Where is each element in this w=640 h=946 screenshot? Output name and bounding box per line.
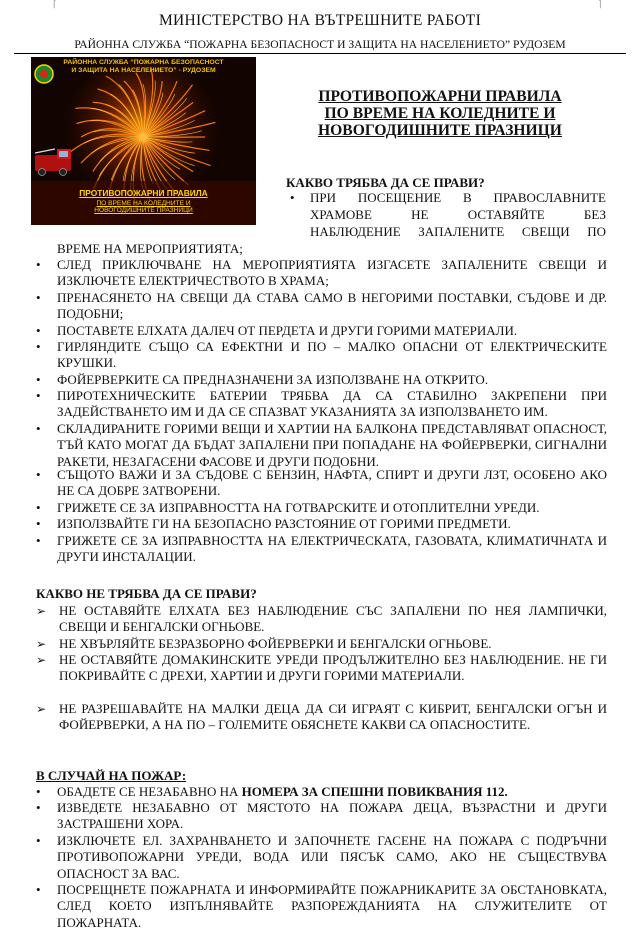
bullet-dot: • xyxy=(36,800,41,815)
bullet-dot: • xyxy=(36,339,41,354)
fire-heading: В СЛУЧАЙ НА ПОЖАР: xyxy=(36,768,187,783)
dos-first-item-line2: ХРАМОВЕ НЕ ОСТАВЯЙТЕ БЕЗ xyxy=(310,207,606,222)
title-line3: НОВОГОДИШНИТЕ ПРАЗНИЦИ xyxy=(318,122,562,139)
poster-title-line2: ПО ВРЕМЕ НА КОЛЕДНИТЕ И xyxy=(96,200,191,207)
poster-title-line1: ПРОТИВОПОЖАРНИ ПРАВИЛА xyxy=(79,188,208,198)
donts-item: НЕ РАЗРЕШАВАЙТЕ НА МАЛКИ ДЕЦА ДА СИ ИГРАЯТ С КИБРИТ, БЕНГАЛСКИ ОГЪН И ФОЙЕРВЕРКИ, А НА ПО – ГОЛЕМИТЕ ОБЯСНЕТЕ КАКВИ СА ОПАСНОСТИТЕ. xyxy=(59,701,607,733)
document-title xyxy=(272,88,608,139)
title-line1: ПРОТИВОПОЖАРНИ ПРАВИЛА xyxy=(318,88,562,105)
donts-item: НЕ ХВЪРЛЯЙТЕ БЕЗРАЗБОРНО ФОЙЕРВЕРКИ И БЕНГАЛСКИ ОГНЬОВЕ. xyxy=(59,636,492,651)
fire-item: ИЗВЕДЕТЕ НЕЗАБАВНО ОТ МЯСТОТО НА ПОЖАРА ДЕЦА, ВЪЗРАСТНИ И ДРУГИ ЗАСТРАШЕНИ ХОРА. xyxy=(57,800,607,832)
bullet-dot: • xyxy=(36,372,41,387)
donts-item: НЕ ОСТАВЯЙТЕ ЕЛХАТА БЕЗ НАБЛЮДЕНИЕ СЪС ЗАПАЛЕНИ ПО НЕЯ ЛАМПИЧКИ, СВЕЩИ И БЕНГАЛСКИ ОГНЬОВЕ. xyxy=(59,603,607,635)
dos-first-item-line4: ВРЕМЕ НА МЕРОПРИЯТИЯТА; xyxy=(57,241,243,256)
bullet-dot: • xyxy=(36,882,41,897)
dos-item: СЛЕД ПРИКЛЮЧВАНЕ НА МЕРОПРИЯТИЯТА ИЗГАСЕТЕ ЗАПАЛЕНИТЕ СВЕЩИ И ИЗКЛЮЧЕТЕ ЕЛЕКТРИЧЕСТВОТО В ХРАМА; xyxy=(57,257,607,289)
fire-item: ИЗКЛЮЧЕТЕ ЕЛ. ЗАХРАНВАНЕТО И ЗАПОЧНЕТЕ ГАСЕНЕ НА ПОЖАРА С ПОДРЪЧНИ ПРОТИВОПОЖАРНИ УРЕДИ, ВОДА ИЛИ ПЯСЪК САМО, АКО НЕ СЪЩЕСТВУВА ОПАСНОСТ ЗА ВАС. xyxy=(57,833,607,881)
arrow-bullet-icon: ➢ xyxy=(36,637,47,651)
title-line2: ПО ВРЕМЕ НА КОЛЕДНИТЕ И xyxy=(324,105,556,122)
donts-heading: КАКВО НЕ ТРЯБВА ДА СЕ ПРАВИ? xyxy=(36,586,257,601)
arrow-bullet-icon: ➢ xyxy=(36,702,47,716)
donts-item: НЕ ОСТАВЯЙТЕ ДОМАКИНСКИТЕ УРЕДИ ПРОДЪЛЖИТЕЛНО БЕЗ НАБЛЮДЕНИЕ. НЕ ГИ ПОКРИВАЙТЕ С ДРЕХИ, ХАРТИИ И ДРУГИ ГОРИМИ МАТЕРИАЛИ. xyxy=(59,652,607,684)
poster-title-sub xyxy=(31,200,256,215)
poster-title-line3: НОВОГОДИШНИТЕ ПРАЗНИЦИ xyxy=(94,207,193,215)
fire-first-item xyxy=(57,784,607,800)
dos-item: ГРИЖЕТЕ СЕ ЗА ИЗПРАВНОСТТА НА ГОТВАРСКИТЕ И ОТОПЛИТЕЛНИ УРЕДИ. xyxy=(57,500,540,515)
bullet-dot: • xyxy=(36,516,41,531)
bullet-dot: • xyxy=(36,467,41,482)
bullet-dot: • xyxy=(36,533,41,548)
poster-head-line1: РАЙОННА СЛУЖБА “ПОЖАРНА БЕЗОПАСНОСТ xyxy=(63,59,224,66)
bullet-dot: • xyxy=(290,190,295,205)
dos-item: ФОЙЕРВЕРКИТЕ СА ПРЕДНАЗНАЧЕНИ ЗА ИЗПОЛЗВАНЕ НА ОТКРИТО. xyxy=(57,372,489,387)
fire-first-item-prefix: ОБАДЕТЕ СЕ НЕЗАБАВНО НА xyxy=(57,784,242,799)
bullet-dot: • xyxy=(36,784,41,799)
bullet-dot: • xyxy=(36,388,41,403)
dos-item: ГРИЖЕТЕ СЕ ЗА ИЗПРАВНОСТТА НА ЕЛЕКТРИЧЕСКАТА, ГАЗОВАТА, КЛИМАТИЧНАТА И ДРУГИ ИНСТАЛАЦИИ. xyxy=(57,533,607,565)
bullet-dot: • xyxy=(36,500,41,515)
dos-first-item-line1: ПРИ ПОСЕЩЕНИЕ В ПРАВОСЛАВНИТЕ xyxy=(310,190,606,205)
dos-item: ПОСТАВЕТЕ ЕЛХАТА ДАЛЕЧ ОТ ПЕРДЕТА И ДРУГИ ГОРИМИ МАТЕРИАЛИ. xyxy=(57,323,518,338)
arrow-bullet-icon: ➢ xyxy=(36,653,47,667)
arrow-bullet-icon: ➢ xyxy=(36,604,47,618)
bullet-dot: • xyxy=(36,323,41,338)
bullet-dot: • xyxy=(36,290,41,305)
poster-organisation-text xyxy=(31,59,256,75)
emergency-number-text: НОМЕРА ЗА СПЕШНИ ПОВИКВАНИЯ 112. xyxy=(241,784,508,799)
poster-head-line2: И ЗАЩИТА НА НАСЕЛЕНИЕТО” - РУДОЗЕМ xyxy=(71,67,216,74)
dos-heading: КАКВО ТРЯБВА ДА СЕ ПРАВИ? xyxy=(286,175,485,190)
service-subtitle: РАЙОННА СЛУЖБА “ПОЖАРНА БЕЗОПАСНОСТ И ЗАЩИТА НА НАСЕЛЕНИЕТО” РУДОЗЕМ xyxy=(74,38,566,51)
header-divider xyxy=(14,53,626,54)
ministry-title: МИНІСТЕРСТВО НА ВЪТРЕШНИТЕ РАБОТІ xyxy=(158,12,482,29)
dos-item: ГИРЛЯНДИТЕ СЪЩО СА ЕФЕКТНИ И ПО – МАЛКО ОПАСНИ ОТ ЕЛЕКТРИЧЕСКИТЕ КРУШКИ. xyxy=(57,339,607,371)
bullet-dot: • xyxy=(36,421,41,436)
page-corner-mark-right: ⌉ xyxy=(598,0,602,9)
dos-item: СЪЩОТО ВАЖИ И ЗА СЪДОВЕ С БЕНЗИН, НАФТА, СПИРТ И ДРУГИ ЛЗТ, ОСОБЕНО АКО НЕ СА ДОБРЕ ЗАТВОРЕНИ. xyxy=(57,467,607,499)
fire-item: ПОСРЕЩНЕТЕ ПОЖАРНАТА И ИНФОРМИРАЙТЕ ПОЖАРНИКАРИТЕ ЗА ОБСТАНОВКАТА, СЛЕД КОЕТО ИЗПЪЛНЯВАЙТЕ РАЗПОРЕЖДАНИЯТА НА СЛУЖИТЕЛИТЕ ОТ ПОЖАРНАТА. xyxy=(57,882,607,930)
page-corner-mark-left: ⌈ xyxy=(53,0,57,9)
bullet-dot: • xyxy=(36,257,41,272)
dos-item: ПИРОТЕХНИЧЕСКИТЕ БАТЕРИИ ТРЯБВА ДА СА СТАБИЛНО ЗАКРЕПЕНИ ПРИ ЗАДЕЙСТВАНЕТО ИМ И ДА СЕ СПАЗВАТ УКАЗАНИЯТА ЗА ИЗПОЛЗВАНЕТО ИМ. xyxy=(57,388,607,420)
dos-item: ПРЕНАСЯНЕТО НА СВЕЩИ ДА СТАВА САМО В НЕГОРИМИ ПОСТАВКИ, СЪДОВЕ И ДР. ПОДОБНИ; xyxy=(57,290,607,322)
bullet-dot: • xyxy=(36,833,41,848)
poster-image xyxy=(31,57,256,225)
dos-item: СКЛАДИРАНИТЕ ГОРИМИ ВЕЩИ И ХАРТИИ НА БАЛКОНА ПРЕДСТАВЛЯВАТ ОПАСНОСТ, ТЪЙ КАТО МОГАТ ДА БЪДАТ ЗАПАЛЕНИ ПРИ ПОПАДАНЕ НА ФОЙЕРВЕРКИ, СИГНАЛНИ РАКЕТИ, НЕЗАГАСЕНИ ФАСОВЕ И ДРУГИ ПОДОБНИ. xyxy=(57,421,607,469)
dos-item: ИЗПОЛЗВАЙТЕ ГИ НА БЕЗОПАСНО РАЗСТОЯНИЕ ОТ ГОРИМИ ПРЕДМЕТИ. xyxy=(57,516,511,531)
dos-first-item-line3: НАБЛЮДЕНИЕ ЗАПАЛЕНИТЕ СВЕЩИ ПО xyxy=(310,224,606,239)
